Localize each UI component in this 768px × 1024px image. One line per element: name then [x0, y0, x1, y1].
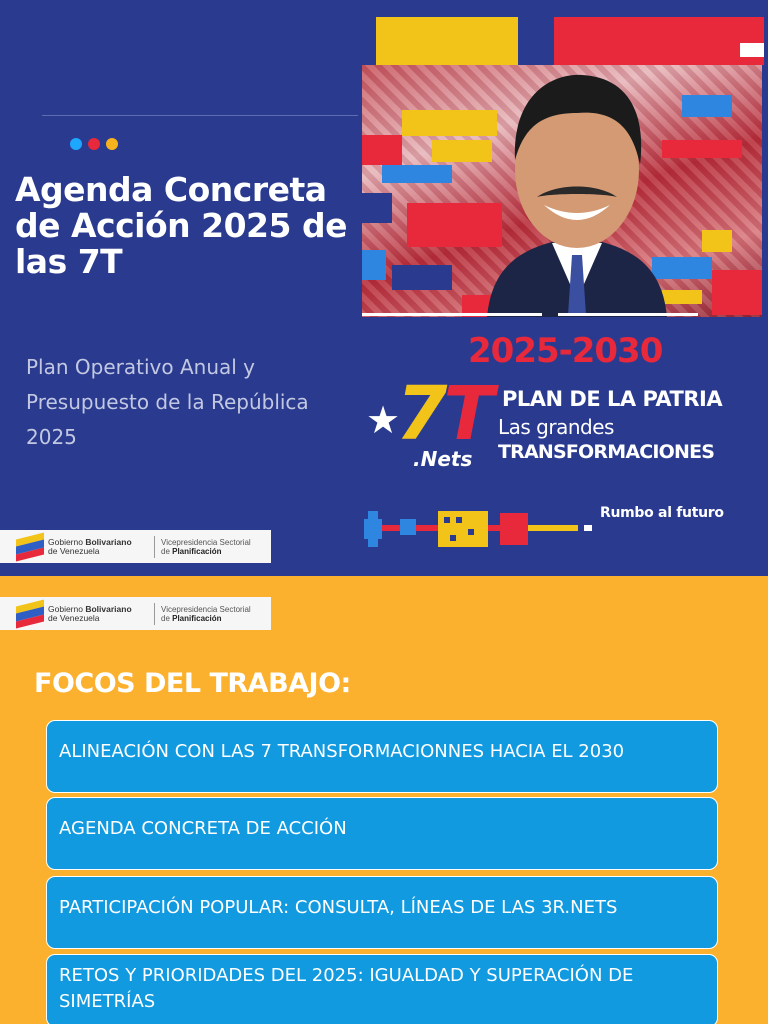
tee-glyph: T	[443, 371, 490, 457]
dot-yellow	[106, 138, 118, 150]
focus-item: ALINEACIÓN CON LAS 7 TRANSFORMACIONNES HACIA EL 2030	[46, 720, 718, 793]
poster-rule	[362, 313, 542, 316]
vice-text-bold: Planificación	[172, 546, 222, 556]
pixel-block	[712, 270, 762, 315]
pixel-block	[362, 193, 392, 223]
gov-text-line2: de Venezuela	[48, 545, 100, 556]
poster-block	[740, 43, 764, 57]
plan-de-la-patria-poster	[358, 15, 768, 560]
portrait-illustration	[482, 65, 672, 317]
pixel-block	[702, 230, 732, 252]
pixel-block	[682, 95, 732, 117]
nets-label: .Nets	[413, 447, 473, 471]
divider-line	[42, 115, 358, 116]
dot-red	[88, 138, 100, 150]
slide-focos	[0, 576, 768, 1024]
pixel-block	[662, 140, 742, 158]
poster-rule	[558, 313, 698, 316]
plan-subtitle-1: Las grandes	[498, 415, 614, 439]
logo-separator	[154, 603, 155, 625]
vice-text-light: de	[161, 613, 173, 623]
vicepresidency-name	[161, 605, 251, 623]
gov-text-light: Gobierno	[48, 603, 86, 614]
pixel-block	[362, 135, 402, 165]
plan-subtitle-2: TRANSFORMACIONES	[498, 441, 715, 463]
focus-item: PARTICIPACIÓN POPULAR: CONSULTA, LÍNEAS DE LAS 3R.NETS	[46, 876, 718, 949]
poster-block	[554, 17, 764, 65]
seven-glyph: 7	[396, 371, 444, 457]
vice-text-bold: Planificación	[172, 613, 222, 623]
government-name	[48, 605, 148, 623]
decorative-dots	[70, 138, 118, 150]
gov-text-bold: Bolivariano	[85, 603, 132, 614]
gov-text-line2: de Venezuela	[48, 612, 100, 623]
government-logo-bar	[0, 530, 271, 563]
slide-title: Agenda Concreta de Acción 2025 de las 7T	[15, 170, 347, 281]
pixel-block	[362, 250, 386, 280]
gov-text-bold: Bolivariano	[85, 536, 132, 547]
gov-text-light: Gobierno	[48, 536, 86, 547]
vice-text-line1: Vicepresidencia Sectorial	[161, 604, 251, 614]
vice-text-light: de	[161, 546, 173, 556]
plan-title: PLAN DE LA PATRIA	[502, 387, 723, 411]
venezuela-flag-icon	[16, 532, 44, 561]
vice-text-line1: Vicepresidencia Sectorial	[161, 537, 251, 547]
pixel-block	[382, 165, 452, 183]
crowd-photo	[362, 65, 762, 317]
vicepresidency-name	[161, 538, 251, 556]
seven-t-logo	[396, 371, 490, 457]
poster-block	[376, 17, 518, 65]
logo-separator	[154, 536, 155, 558]
government-name	[48, 538, 148, 556]
tagline: Rumbo al futuro	[600, 505, 724, 521]
government-logo-bar	[0, 597, 271, 630]
section-title: FOCOS DEL TRABAJO:	[34, 668, 351, 699]
focus-item: AGENDA CONCRETA DE ACCIÓN	[46, 797, 718, 870]
focus-item: RETOS Y PRIORIDADES DEL 2025: IGUALDAD Y SUPERACIÓN DE SIMETRÍAS	[46, 954, 718, 1024]
venezuela-flag-icon	[16, 599, 44, 628]
star-icon: ★	[366, 398, 401, 442]
pixel-road-graphic	[360, 507, 600, 553]
dot-blue	[70, 138, 82, 150]
pixel-block	[392, 265, 452, 290]
year-range: 2025-2030	[468, 331, 663, 371]
slide-subtitle: Plan Operativo Anual y Presupuesto de la República 2025	[26, 355, 309, 449]
